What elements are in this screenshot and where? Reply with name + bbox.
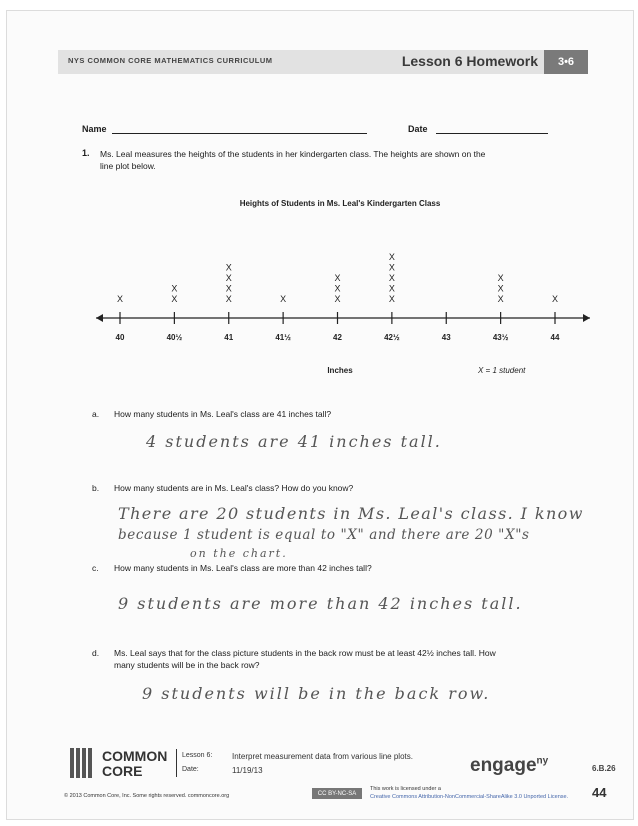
- tick-label: 41½: [275, 333, 291, 342]
- right-arrow-icon: [583, 314, 590, 322]
- name-line: [112, 133, 367, 134]
- x-mark: X: [551, 294, 559, 304]
- part-d-question-line-2: many students will be in the back row?: [114, 660, 260, 670]
- part-d-label: d.: [92, 648, 100, 658]
- footer-lesson-description: Interpret measurement data from various line plots.: [232, 752, 413, 761]
- left-arrow-icon: [96, 314, 103, 322]
- x-mark: X: [334, 283, 341, 294]
- brand-line-2: CORE: [102, 763, 143, 779]
- question-number: 1.: [82, 148, 90, 158]
- x-mark: X: [388, 273, 395, 283]
- tick-labels: [116, 333, 560, 342]
- plot-key: X = 1 student: [478, 366, 526, 375]
- part-c-label: c.: [92, 563, 99, 573]
- x-mark: X: [225, 262, 232, 273]
- tick-label: 44: [550, 333, 560, 342]
- part-c-question: How many students in Ms. Leal's class are more than 42 inches tall?: [114, 563, 372, 573]
- x-mark: X: [225, 283, 232, 294]
- plot-title: Heights of Students in Ms. Leal's Kindergarten Class: [239, 199, 441, 208]
- tick-label: 41: [224, 333, 234, 342]
- footer-lesson-label: Lesson 6:: [182, 752, 213, 759]
- part-a-answer: 4 students are 41 inches tall.: [146, 432, 442, 451]
- x-mark: X: [497, 283, 504, 294]
- x-mark: X: [280, 294, 287, 304]
- page-reference: 6.B.26: [592, 764, 616, 773]
- tick-label: 40: [115, 333, 125, 342]
- grade-module-badge: 3•6: [544, 50, 588, 74]
- engageny-logo: [470, 755, 548, 777]
- page-number: 44: [592, 785, 607, 800]
- x-mark: X: [497, 273, 504, 283]
- date-line: [436, 133, 548, 134]
- x-mark: X: [334, 294, 341, 304]
- cc-license-badge: CC BY-NC-SA: [312, 788, 362, 799]
- x-axis-label: Inches: [327, 366, 353, 375]
- x-mark: X: [388, 294, 395, 304]
- x-mark: X: [116, 294, 124, 304]
- x-mark: X: [171, 283, 178, 294]
- tick-label: 40½: [166, 333, 183, 342]
- license-link[interactable]: Creative Commons Attribution-NonCommercial-ShareAlike 3.0 Unported License.: [370, 794, 569, 800]
- part-d-question-line-1: Ms. Leal says that for the class picture students in the back row must be at least 42½ inches tall. How: [114, 648, 496, 658]
- copyright-text: © 2013 Common Core, Inc. Some rights reserved. commoncore.org: [64, 793, 230, 799]
- footer-divider: [176, 749, 177, 777]
- x-mark: X: [388, 283, 395, 294]
- part-a-label: a.: [92, 409, 100, 419]
- part-b-question: How many students are in Ms. Leal's class? How do you know?: [114, 483, 354, 493]
- engage-text: engage: [470, 755, 537, 776]
- part-b-label: b.: [92, 483, 100, 493]
- page-header: [58, 50, 588, 74]
- part-a-question: How many students in Ms. Leal's class are 41 inches tall?: [114, 409, 332, 419]
- tick-label: 42: [333, 333, 342, 342]
- tick-label: 42½: [384, 333, 400, 342]
- curriculum-title: NYS COMMON CORE MATHEMATICS CURRICULUM: [68, 56, 273, 65]
- part-b-answer-line-1: There are 20 students in Ms. Leal's class. I know: [118, 504, 584, 523]
- question-text-line-2: line plot below.: [100, 161, 156, 171]
- lesson-title: Lesson 6 Homework: [401, 53, 538, 69]
- name-label: Name: [82, 124, 107, 134]
- line-plot: [0, 190, 638, 400]
- engage-sup: ny: [536, 755, 549, 767]
- x-mark: X: [225, 273, 232, 283]
- part-d-answer: 9 students will be in the back row.: [142, 684, 491, 703]
- x-mark: X: [497, 294, 504, 304]
- number-line: [96, 314, 590, 322]
- license-text: This work is licensed under a: [370, 786, 441, 792]
- data-marks: [117, 252, 558, 304]
- tick-label: 43½: [492, 333, 509, 342]
- x-mark: X: [171, 294, 178, 304]
- x-mark: X: [388, 252, 395, 262]
- part-c-answer: 9 students are more than 42 inches tall.: [118, 594, 523, 613]
- brand-line-1: COMMON: [102, 748, 168, 764]
- x-mark: X: [225, 294, 232, 304]
- common-core-logo-mark: [70, 748, 94, 783]
- x-mark: X: [388, 262, 395, 273]
- part-b-answer-line-2: because 1 student is equal to "X" and there are 20 "X"s: [118, 527, 530, 543]
- footer-date-value: 11/19/13: [232, 766, 263, 775]
- x-mark: X: [334, 273, 341, 283]
- footer-date-label: Date:: [182, 766, 199, 773]
- date-label: Date: [408, 124, 428, 134]
- tick-label: 43: [441, 333, 451, 342]
- question-text-line-1: Ms. Leal measures the heights of the students in her kindergarten class. The heights are shown on the: [100, 149, 486, 159]
- part-b-answer-line-3: on the chart.: [190, 547, 288, 560]
